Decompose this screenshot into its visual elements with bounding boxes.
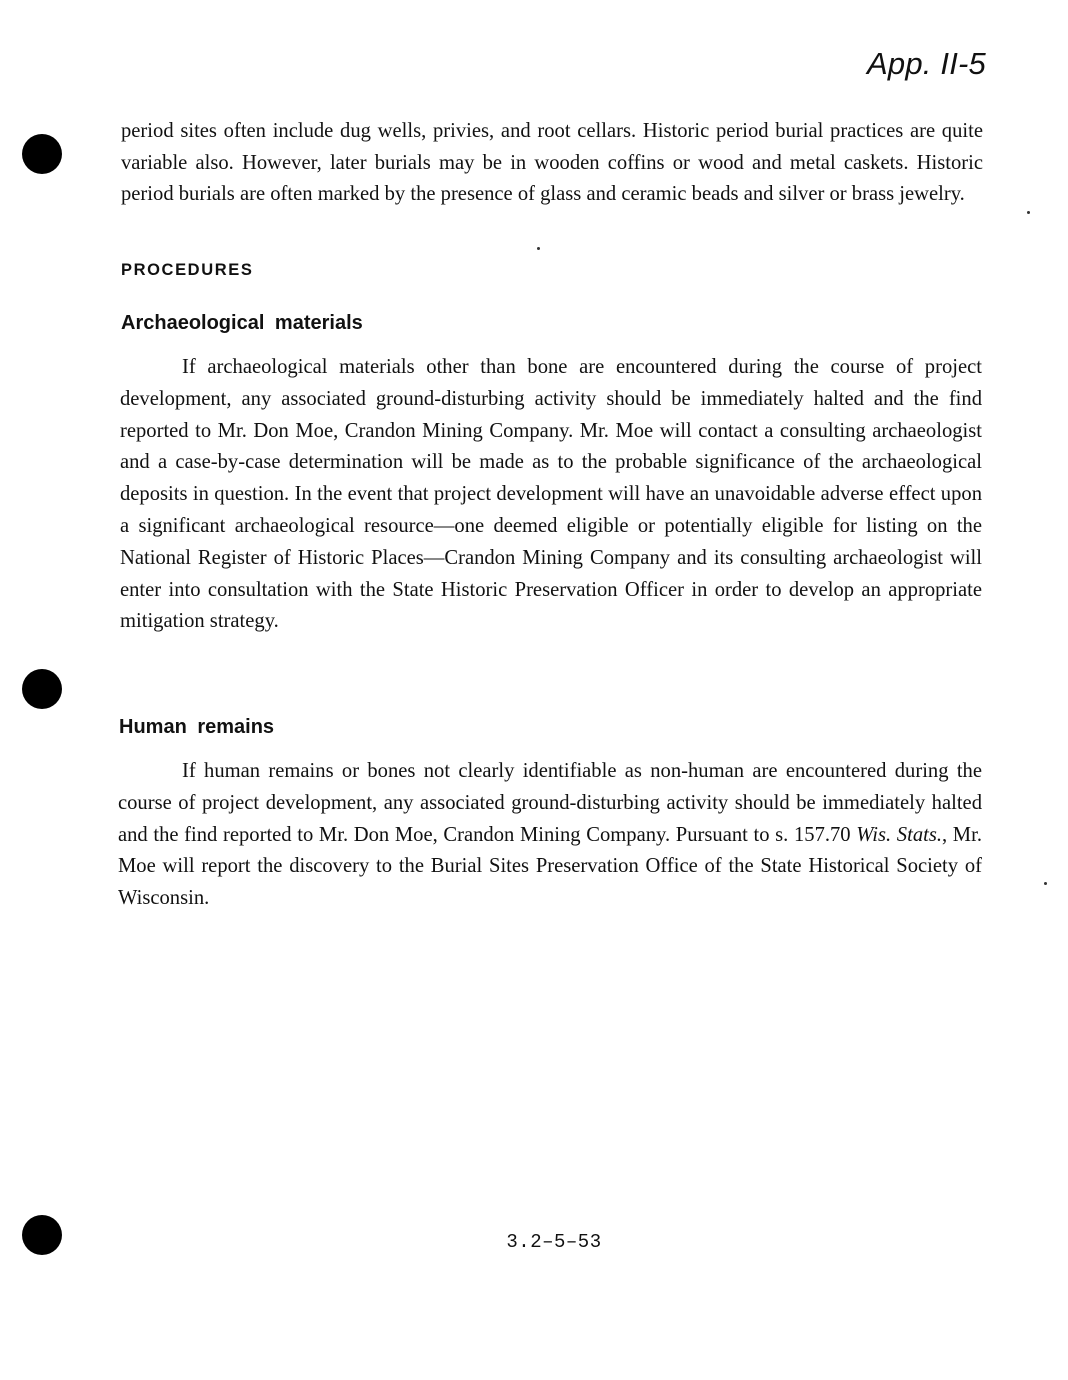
page-number: 3.2–5–53: [506, 1231, 602, 1253]
scan-speck: [1027, 211, 1030, 214]
punch-hole-middle: [22, 669, 62, 709]
statute-citation: Wis. Stats.: [856, 823, 942, 846]
intro-paragraph: period sites often include dug wells, privies, and root cellars. Historic period burial practices are quite variable also. However, later burials may be in wooden coffins or wood and metal caskets. Historic period burials are often marked by the presence of glass and ceramic beads and silver or brass jewelry.: [121, 120, 983, 205]
archaeological-materials-paragraph: If archaeological materials other than bone are encountered during the course of project development, any associated ground-disturbing activity should be immediately halted and the find reported to Mr. Don Moe, Crandon Mining Company. Mr. Moe will contact a consulting archaeologist and a case-by-case determination will be made as to the probable significance of the archaeological deposits in question. In the event that project development will have an unavoidable adverse effect upon a significant archaeological resource—one deemed eligible or potentially eligible for listing on the National Register of Historic Places—Crandon Mining Company and its consulting archaeologist will enter into consultation with the State Historic Preservation Officer in order to develop an appropriate mitigation strategy.: [120, 356, 982, 633]
subheading-human-remains: Human remains: [119, 716, 275, 738]
human-remains-text-part2: , Mr. Moe will report the discovery to the Burial Sites Preservation Office of the State Historical Society of Wisconsin.: [118, 823, 982, 910]
punch-hole-top: [22, 134, 62, 174]
human-remains-text-part1: If human remains or bones not clearly identifiable as non-human are encountered during the course of project development, any associated ground-disturbing activity should be immediately halted and the find reported to Mr. Don Moe, Crandon Mining Company. Pursuant to s. 157.70: [118, 760, 982, 846]
subheading-archaeological-materials: Archaeological materials: [121, 312, 363, 334]
appendix-label: App. II-5: [867, 46, 986, 81]
scan-speck: [1044, 882, 1047, 885]
scan-speck: [537, 247, 540, 250]
human-remains-paragraph: [118, 756, 982, 915]
section-heading-procedures: PROCEDURES: [121, 261, 254, 279]
